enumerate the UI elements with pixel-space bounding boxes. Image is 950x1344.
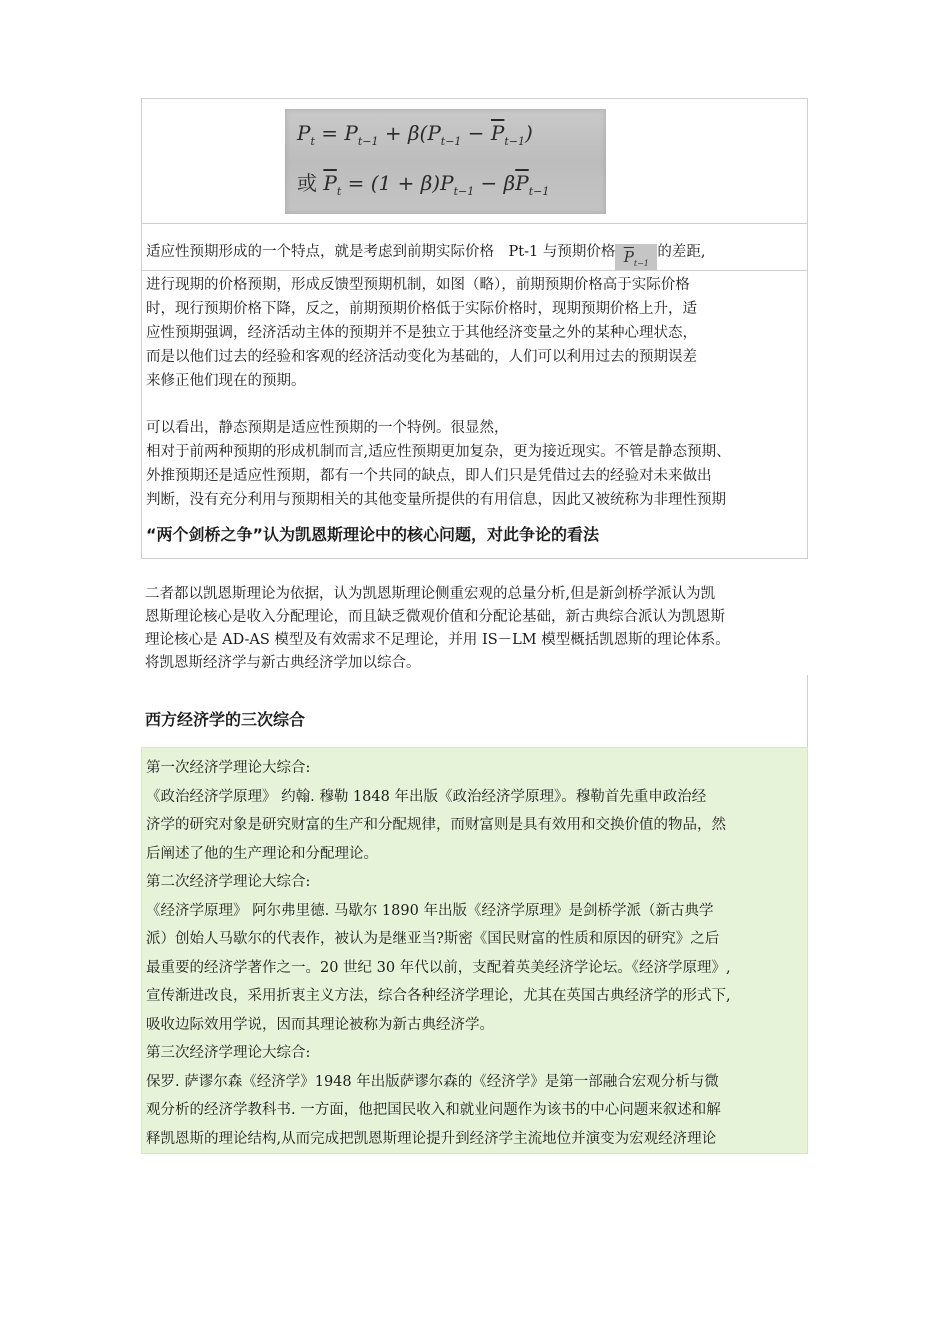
text-line: 吸收边际效用学说，因而其理论被称为新古典经济学。 [146,1016,494,1033]
text-line: 判断，没有充分利用与预期相关的其他变量所提供的有用信息，因此又被统称为非理性预期 [146,492,726,508]
formula-cell [141,98,808,223]
synthesis-content-box [141,747,808,1154]
adaptive-expectation-paragraph [141,270,808,558]
text-line: 派）创始人马歇尔的代表作，被认为是继亚当?斯密《国民财富的性质和原因的研究》之后 [146,931,720,947]
text-line: 恩斯理论核心是收入分配理论，而且缺乏微观价值和分配论基础，新古典综合派认为凯恩斯 [145,609,725,625]
text-line: 相对于前两种预期的形成机制而言,适应性预期更加复杂，更为接近现实。不管是静态预期、 [146,444,731,460]
cambridge-paragraph [141,558,808,675]
text-line: 释凯恩斯的理论结构,从而完成把凯恩斯理论提升到经济学主流地位并演变为宏观经济理论 [146,1130,717,1147]
text-line: 第一次经济学理论大综合: [146,760,311,776]
text-line: 宣传渐进改良，采用折衷主义方法，综合各种经济学理论，尤其在英国古典经济学的形式下, [146,988,731,1004]
text-line: 济学的研究对象是研究财富的生产和分配规律，而财富则是具有效用和交换价值的物品，然 [146,817,726,833]
text-line: 观分析的经济学教科书. 一方面，他把国民收入和就业问题作为该书的中心问题来叙述和解 [146,1102,721,1118]
text-line: 最重要的经济学著作之一。20 世纪 30 年代以前，支配着英美经济学论坛。《经济学原理》, [146,959,731,976]
text-line: 第二次经济学理论大综合: [146,874,311,890]
text-line: 可以看出，静态预期是适应性预期的一个特例。很显然， [146,420,509,436]
adaptive-expectation-intro-row [141,223,808,270]
inline-formula-image: $\overline{P}_{t-1}$ [615,244,657,270]
text-line: 《政治经济学原理》 约翰. 穆勒 1848 年出版《政治经济学原理》。穆勒首先重申政治经 [146,788,707,805]
text-line: 理论核心是 AD-AS 模型及有效需求不足理论，并用 IS－LM 模型概括凯恩斯的理论体系。 [145,632,730,648]
section-heading-synthesis: 西方经济学的三次综合 [145,710,306,729]
intro-text-before: 适应性预期形成的一个特点，就是考虑到前期实际价格 Pt-1 与预期价格 [146,244,616,260]
text-line: 而是以他们过去的经验和客观的经济活动变化为基础的，人们可以利用过去的预期误差 [146,349,697,365]
intro-text-after: 的差距, [657,244,706,260]
text-line: 将凯恩斯经济学与新古典经济学加以综合。 [145,655,421,671]
document-page [141,98,808,1154]
text-line: 后阐述了他的生产理论和分配理论。 [146,845,378,862]
text-line: 保罗. 萨谬尔森《经济学》1948 年出版萨谬尔森的《经济学》是第一部融合宏观分析与微 [146,1073,719,1090]
section-heading-cambridge: “两个剑桥之争”认为凯恩斯理论中的核心问题，对此争论的看法 [146,525,600,544]
text-line: 应性预期强调，经济活动主体的预期并不是独立于其他经济变量之外的某种心理状态， [146,325,697,341]
text-line: 来修正他们现在的预期。 [146,373,306,389]
formula-image [285,109,606,214]
formula-line-1: $P_t = P_{t-1} + \beta(P_{t-1} - \overline{P}_{t-1})$ [297,121,533,148]
text-line: 外推预期还是适应性预期，都有一个共同的缺点，即人们只是凭借过去的经验对未来做出 [146,468,712,484]
text-line: 第三次经济学理论大综合: [146,1045,311,1061]
synthesis-heading-cell [141,675,808,747]
formula-line-2: 或 $\overline{P}_t = (1 + \beta)P_{t-1} - \beta\overline{P}_{t-1}$ [297,171,550,198]
text-line: 《经济学原理》 阿尔弗里德. 马歇尔 1890 年出版《经济学原理》是剑桥学派（新古典学 [146,902,714,919]
text-line: 时，现行预期价格下降，反之，前期预期价格低于实际价格时，现期预期价格上升，适 [146,301,697,317]
text-line: 二者都以凯恩斯理论为依据，认为凯恩斯理论侧重宏观的总量分析,但是新剑桥学派认为凯 [145,586,716,602]
text-line: 进行现期的价格预期，形成反馈型预期机制，如图（略），前期预期价格高于实际价格 [146,277,690,293]
